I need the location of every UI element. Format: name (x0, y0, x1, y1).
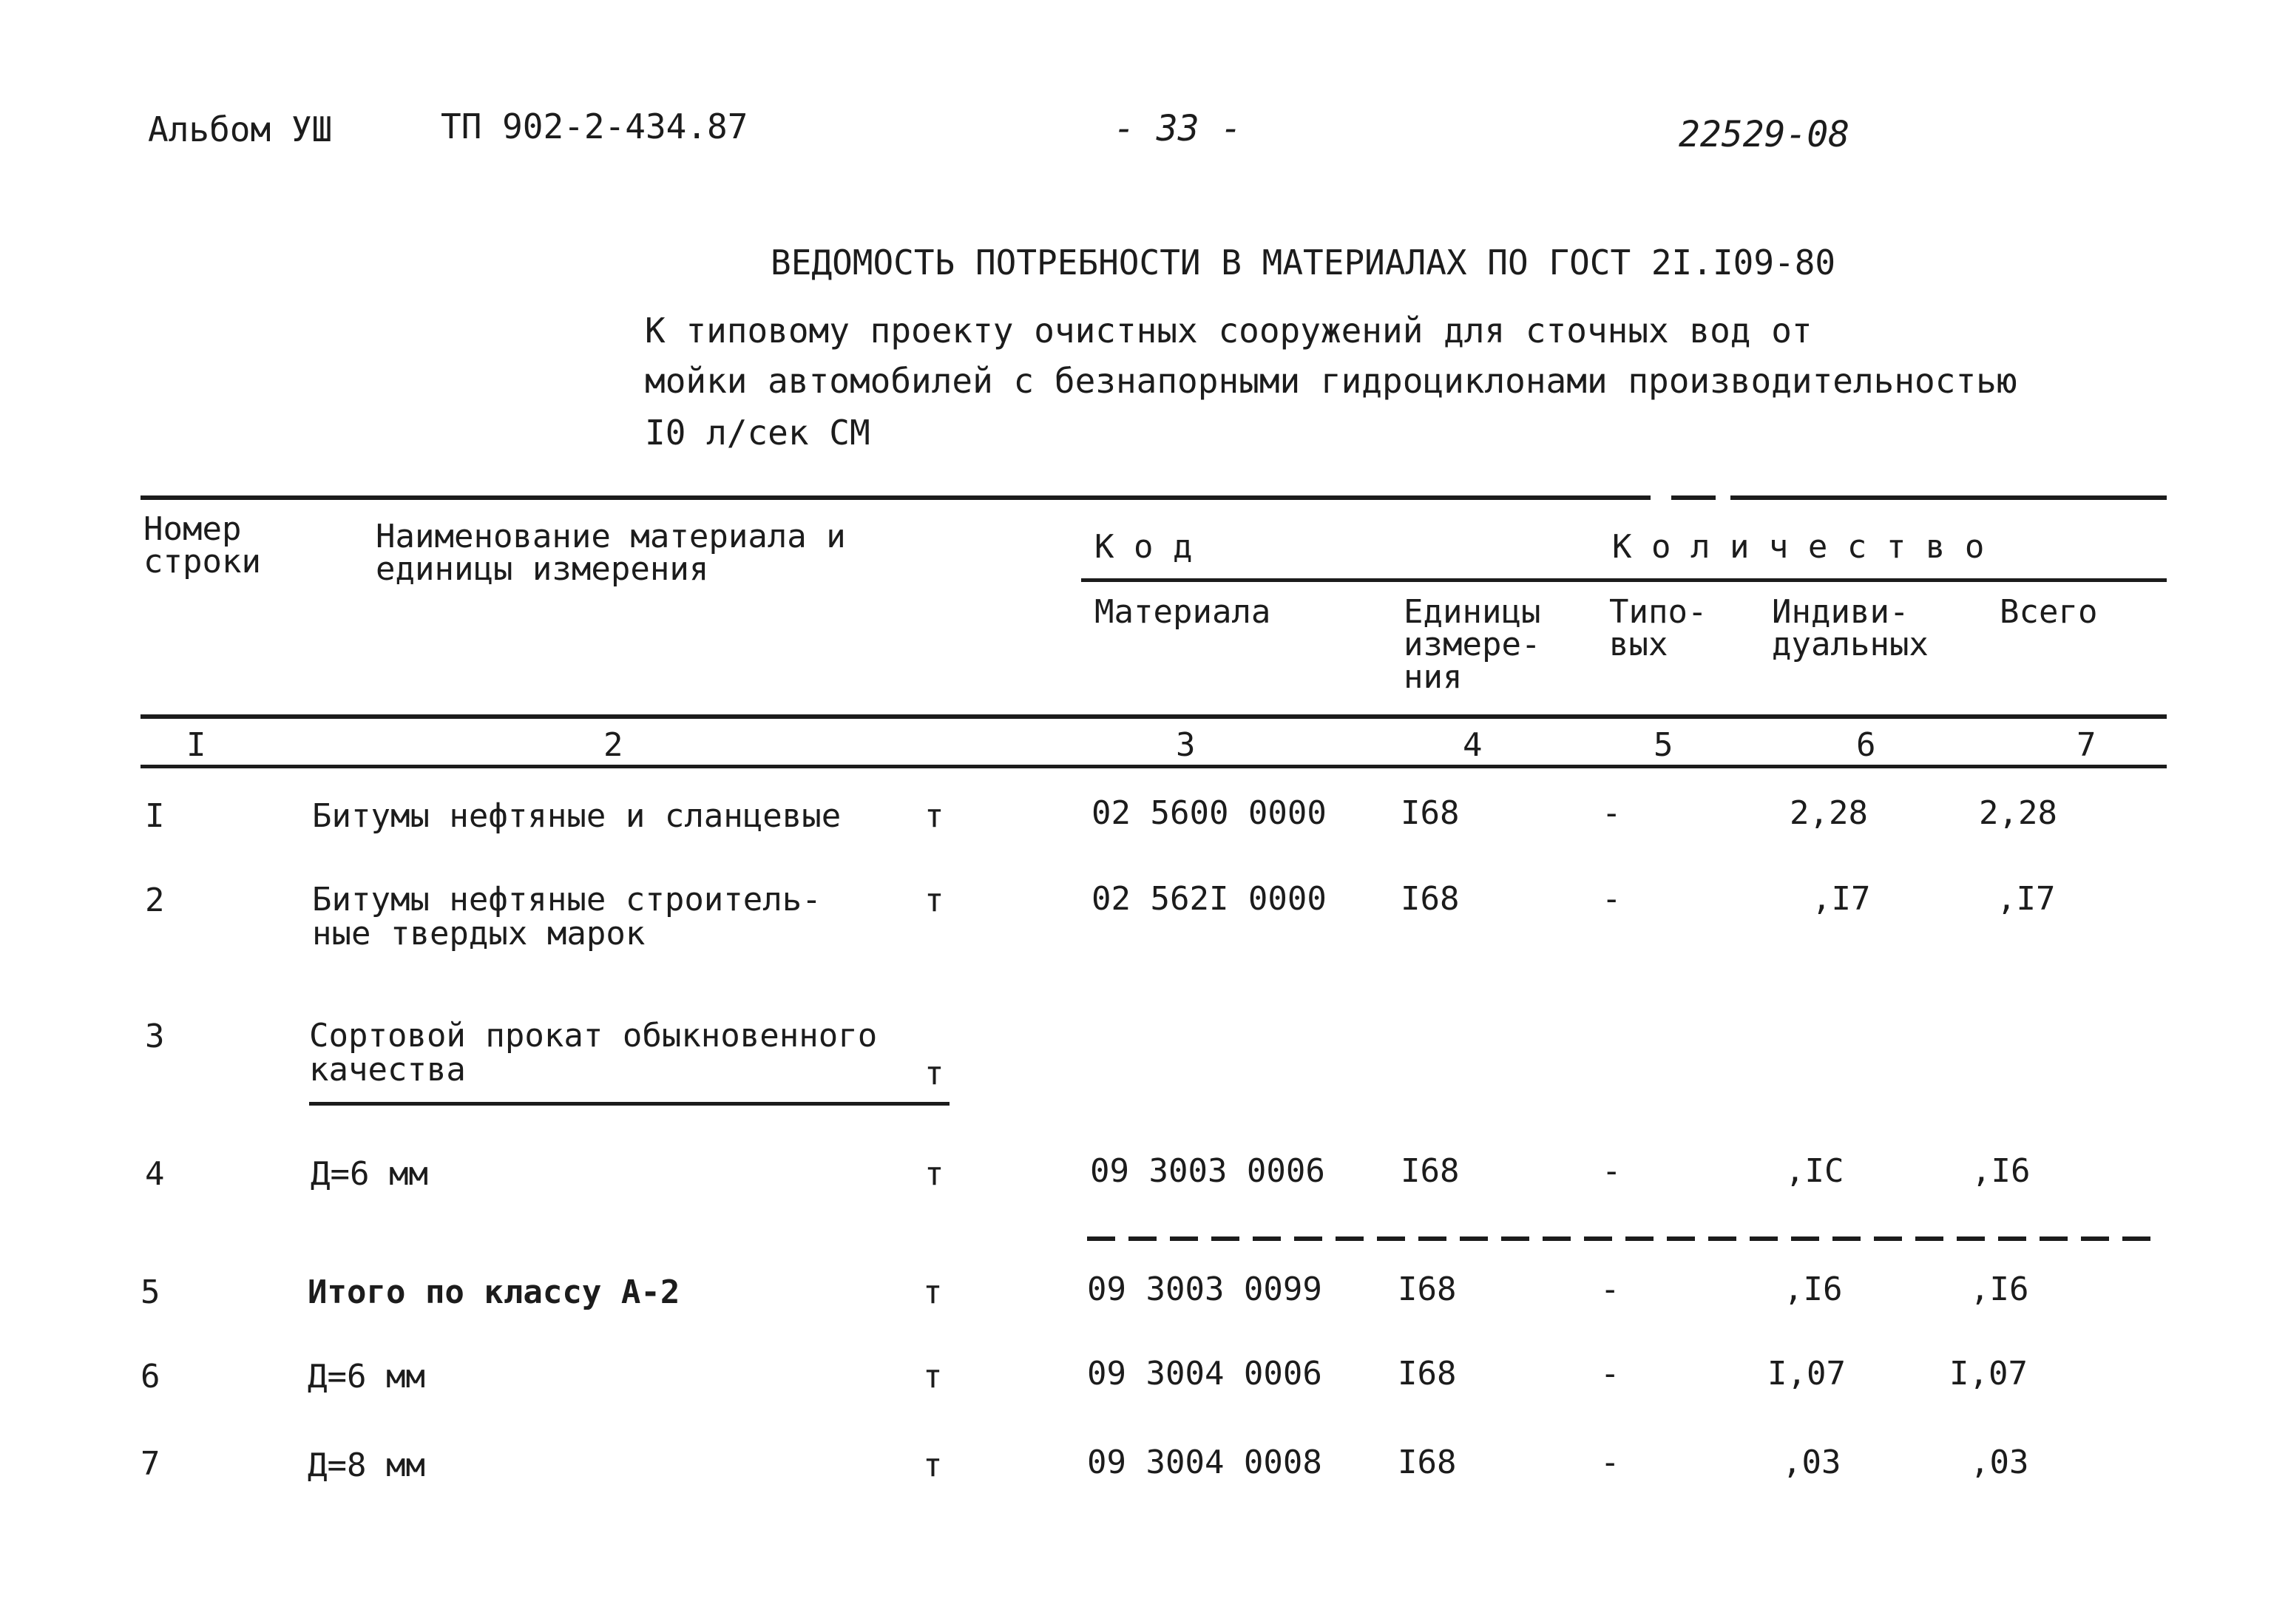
code-group-rule (1081, 578, 2167, 582)
table-top-rule-segment (1671, 495, 1716, 500)
unit-code: I68 (1401, 880, 1460, 918)
typical-qty: - (1600, 1271, 1620, 1308)
row-number: 3 (145, 1018, 165, 1055)
total-qty: ,I6 (1970, 1271, 2029, 1308)
row-number: 7 (141, 1445, 160, 1483)
material-code: 02 562I 0000 (1091, 880, 1327, 918)
table-top-rule (141, 495, 1651, 500)
material-name: Битумы нефтяные и сланцевые (312, 797, 842, 835)
total-qty: ,I7 (1997, 880, 2056, 918)
unit-label: т (924, 882, 944, 919)
unit-code: I68 (1401, 794, 1460, 832)
total-qty: 2,28 (1979, 794, 2057, 832)
material-code: 02 5600 0000 (1091, 794, 1327, 832)
unit-label: т (923, 1273, 943, 1311)
total-qty: ,03 (1970, 1444, 2029, 1481)
col-typical-header: Типо-вых (1609, 593, 1707, 663)
individual-qty: ,03 (1782, 1444, 1841, 1481)
row-number: 6 (141, 1358, 160, 1395)
individual-qty: ,I7 (1812, 880, 1871, 918)
col-name-header: Наименование материала и единицы измерения (376, 518, 846, 588)
material-code: 09 3003 0099 (1087, 1271, 1322, 1308)
project-number: ТП 902-2-434.87 (441, 106, 748, 146)
typical-qty: - (1600, 1444, 1620, 1481)
row-number: 4 (145, 1155, 165, 1193)
individual-qty: 2,28 (1790, 794, 1868, 832)
subtitle-line-1: К типовому проекту очистных сооружений для сточных вод от (645, 311, 1813, 351)
material-code: 09 3003 0006 (1090, 1152, 1325, 1190)
typical-qty: - (1602, 794, 1622, 832)
col-number-2: 2 (603, 726, 623, 764)
col-material-code-header: Материала (1094, 593, 1271, 631)
col-row-number-header: Номер строки (143, 510, 261, 581)
material-name: Д=6 мм (311, 1155, 428, 1193)
col-unit-code-header: Единицы измере-ния (1404, 593, 1541, 696)
row-number: 5 (141, 1273, 160, 1311)
typical-qty: - (1602, 880, 1622, 918)
unit-label: т (923, 1358, 943, 1395)
subtitle-line-3: I0 л/сек СМ (645, 413, 870, 453)
column-numbers-rule (141, 765, 2167, 768)
subtitle-line-2: мойки автомобилей с безнапорными гидроциклонами производительностью (645, 361, 2017, 401)
col-code-header: К о д (1094, 528, 1193, 566)
material-code: 09 3004 0008 (1087, 1444, 1322, 1481)
col-number-1: I (186, 726, 206, 764)
material-name: Итого по классу А-2 (308, 1273, 680, 1311)
document-number: 22529-08 (1679, 114, 1850, 155)
unit-code: I68 (1401, 1152, 1460, 1190)
material-name: Д=6 мм (308, 1358, 425, 1395)
material-name: Д=8 мм (308, 1447, 425, 1484)
subtotal-dashed-rule (1087, 1236, 2152, 1241)
col-number-7: 7 (2077, 726, 2096, 764)
col-number-3: 3 (1176, 726, 1196, 764)
typical-qty: - (1602, 1152, 1622, 1190)
unit-label: т (923, 1447, 943, 1484)
unit-label: т (924, 1055, 944, 1092)
album-label: Альбом УШ (148, 109, 333, 149)
total-qty: ,I6 (1971, 1152, 2031, 1190)
unit-code: I68 (1398, 1271, 1457, 1308)
col-number-6: 6 (1856, 726, 1876, 764)
row-3-underline (309, 1102, 950, 1106)
row-number: I (145, 797, 165, 835)
row-number: 2 (145, 882, 165, 919)
individual-qty: ,IC (1785, 1152, 1844, 1190)
material-name: Сортовой прокат обыкновенного качества (309, 1017, 878, 1089)
col-number-5: 5 (1654, 726, 1673, 764)
unit-code: I68 (1398, 1444, 1457, 1481)
col-number-4: 4 (1463, 726, 1483, 764)
unit-label: т (924, 1155, 944, 1193)
col-quantity-header: К о л и ч е с т в о (1612, 528, 1985, 566)
material-code: 09 3004 0006 (1087, 1355, 1322, 1393)
col-total-header: Всего (2000, 593, 2098, 631)
unit-label: т (924, 797, 944, 835)
page-number: - 33 - (1114, 108, 1242, 149)
individual-qty: I,07 (1767, 1355, 1846, 1393)
table-top-rule-segment (1730, 495, 2167, 500)
col-individual-header: Индиви-дуальных (1772, 593, 1929, 663)
statement-title: ВЕДОМОСТЬ ПОТРЕБНОСТИ В МАТЕРИАЛАХ ПО ГОСТ 2I.I09-80 (771, 243, 1836, 282)
unit-code: I68 (1398, 1355, 1457, 1393)
individual-qty: ,I6 (1784, 1271, 1843, 1308)
material-name: Битумы нефтяные строитель-ные твердых марок (312, 881, 822, 953)
typical-qty: - (1600, 1355, 1620, 1393)
total-qty: I,07 (1949, 1355, 2028, 1393)
header-bottom-rule (141, 714, 2167, 719)
